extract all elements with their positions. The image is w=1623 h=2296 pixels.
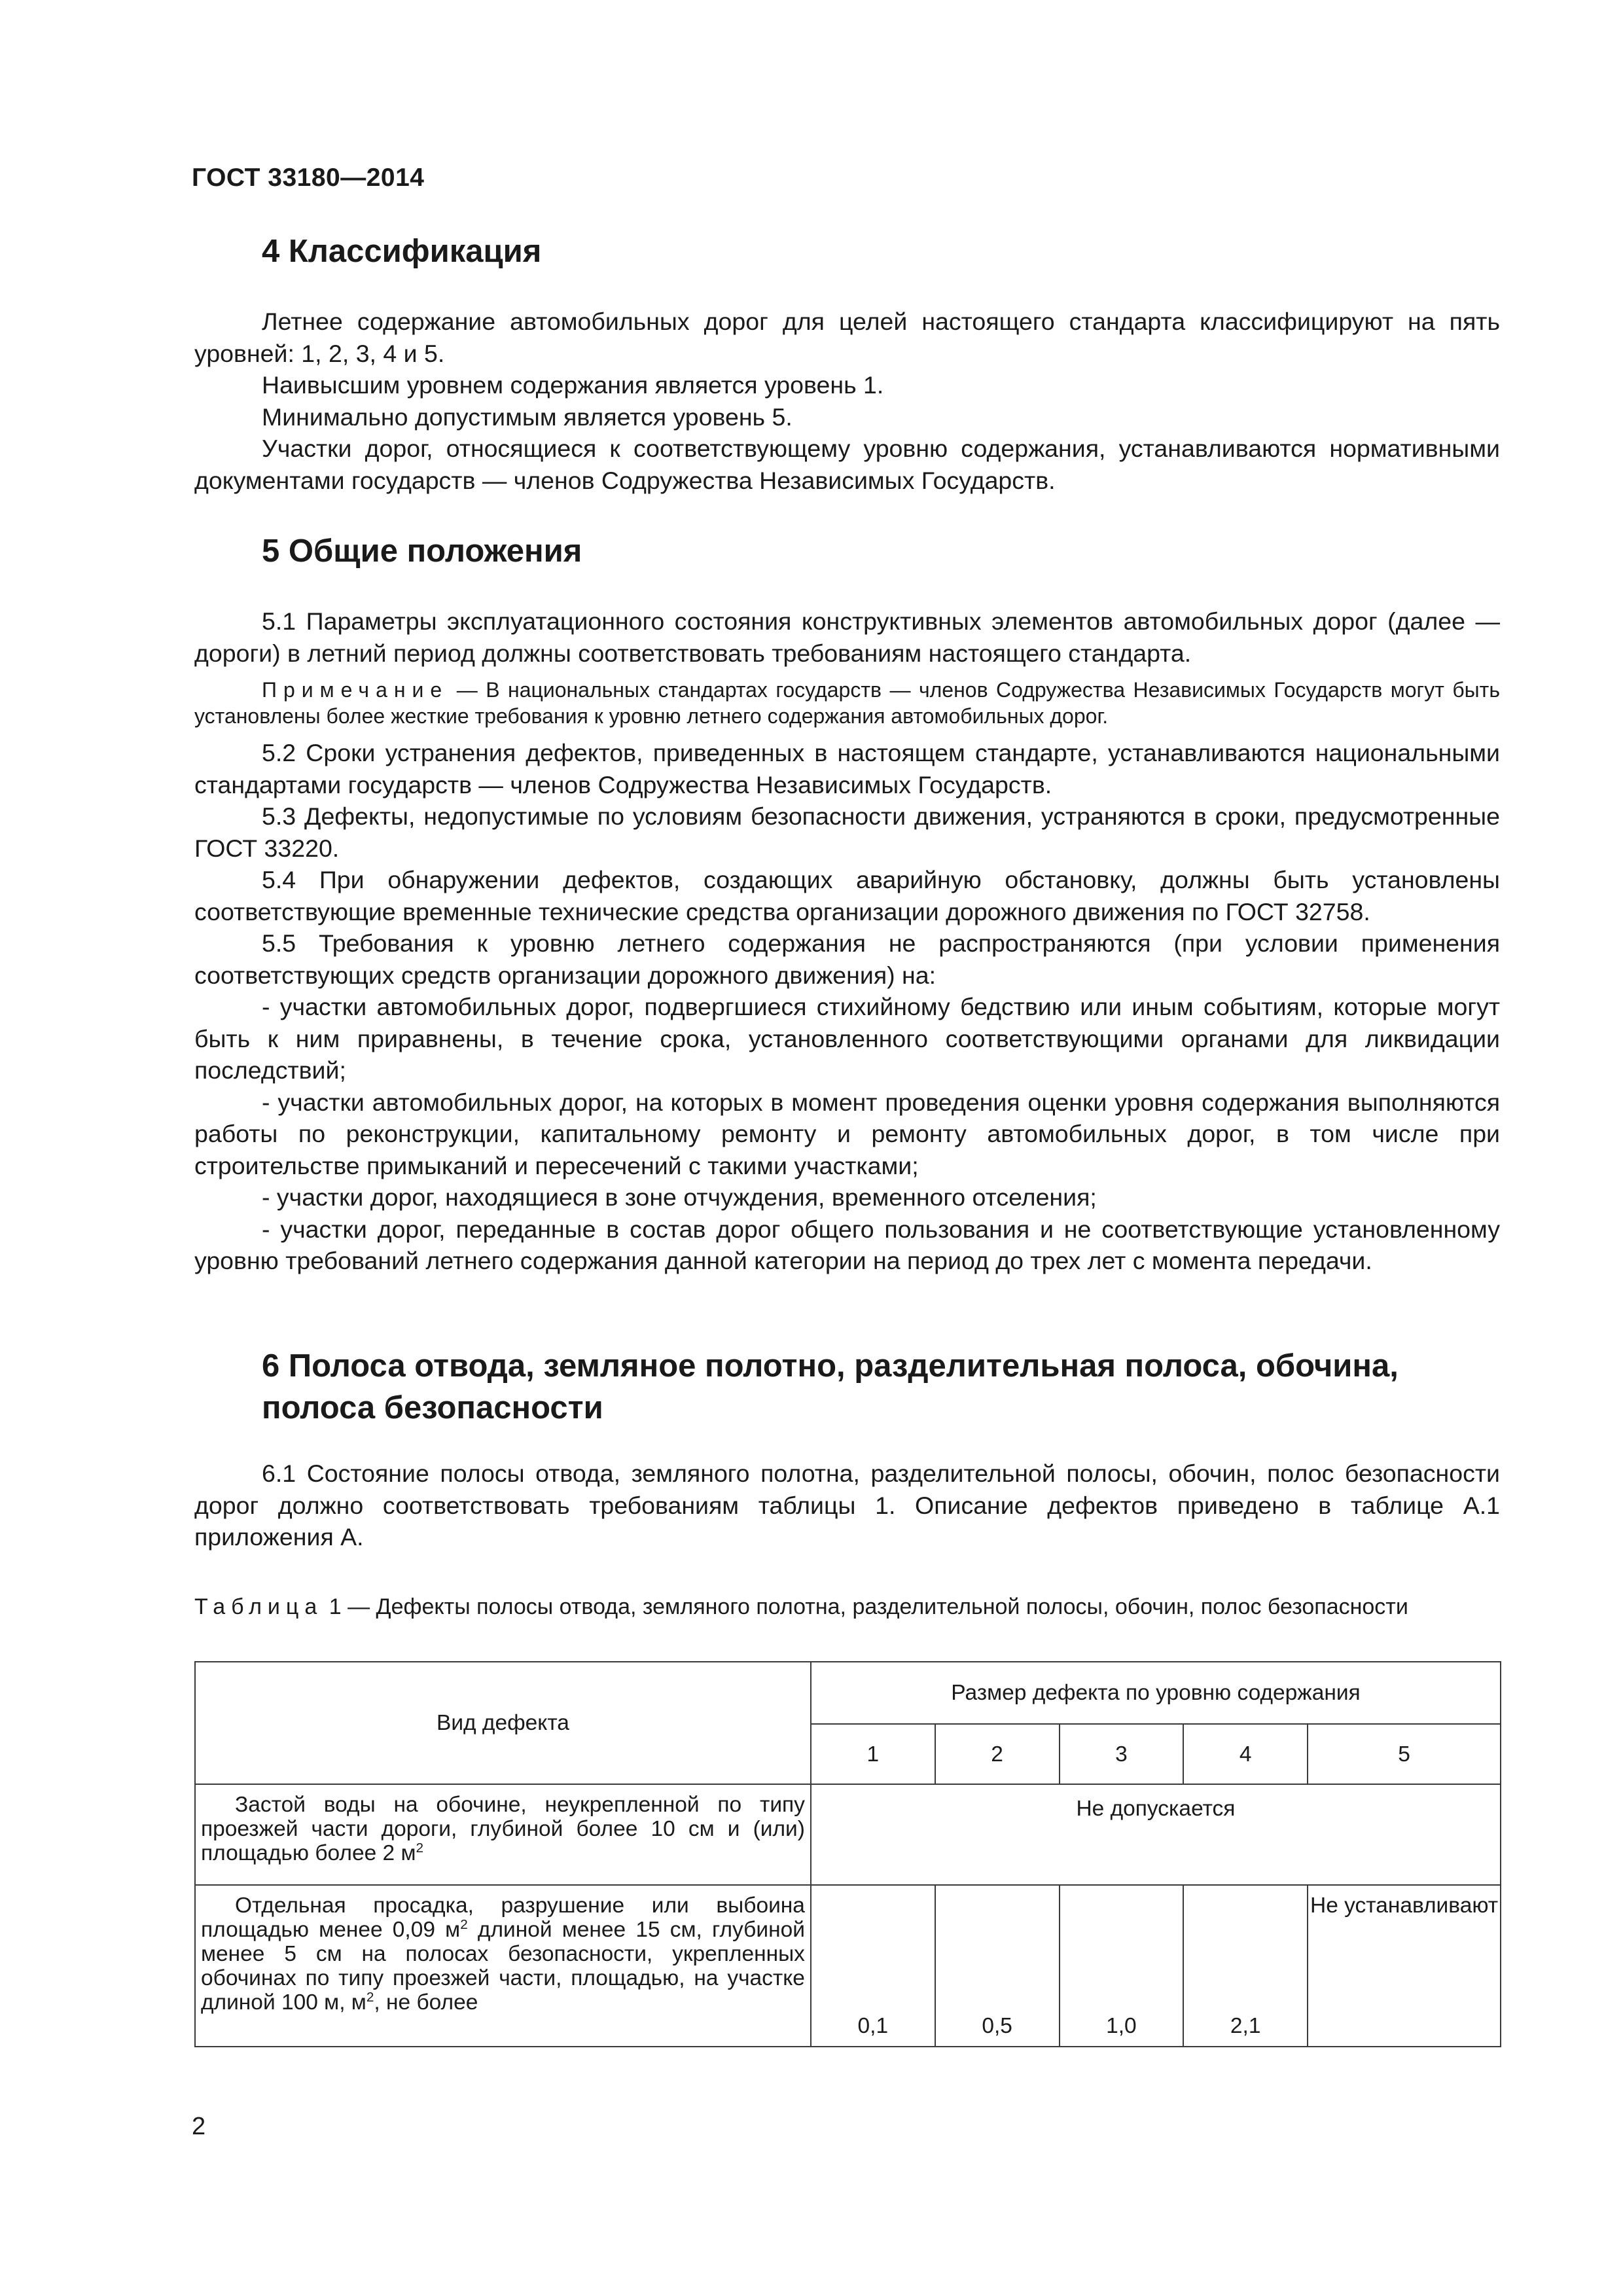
- table-row: [195, 1885, 1501, 2047]
- list-item: - участки дорог, переданные в состав дорог общего пользования и не соответствующие установленному уровню требований летнего содержания данной категории на период до трех лет с момента передачи.: [194, 1215, 1500, 1274]
- superscript: 2: [366, 1989, 374, 2005]
- clause-6-1: 6.1 Состояние полосы отвода, земляного полотна, разделительной полосы, обочин, полос безопасности дорог должно соответствовать требованиям таблицы 1. Описание дефектов приведено в таблице А.1 приложения А.: [194, 1460, 1500, 1551]
- defect-value-merged: Не допускается: [811, 1784, 1501, 1885]
- defect-value: 0,5: [935, 1885, 1060, 2047]
- list-item: - участки дорог, находящиеся в зоне отчуждения, временного отселения;: [262, 1183, 1097, 1211]
- defect-description-text: Отдельная просадка, разрушение или выбоина площадью менее 0,09 м: [201, 1893, 805, 1942]
- clause-5-2: 5.2 Сроки устранения дефектов, приведенных в настоящем стандарте, устанавливаются национальными стандартами государств — членов Содружества Независимых Государств.: [194, 739, 1500, 798]
- section-4-paragraph-3: Минимально допустимым является уровень 5.: [262, 403, 793, 431]
- column-header-level: 5: [1308, 1724, 1501, 1784]
- column-header-level: 2: [935, 1724, 1060, 1784]
- clause-5-3: 5.3 Дефекты, недопустимые по условиям безопасности движения, устраняются в сроки, предусмотренные ГОСТ 33220.: [194, 802, 1500, 862]
- column-header-level: 4: [1183, 1724, 1308, 1784]
- list-item: - участки автомобильных дорог, на которых в момент проведения оценки уровня содержания выполняются работы по реконструкции, капитальному ремонту и ремонту автомобильных дорог, в том числе при строительстве примыканий и пересечений с такими участками;: [194, 1088, 1500, 1179]
- defect-description-text: длиной менее 15 см, глубиной менее 5 см на полосах безопасности, укрепленных обочинах по типу проезжей части, площадью, на участке длиной 100 м, м: [201, 1918, 805, 2015]
- section-4-body: [194, 306, 1500, 496]
- defect-value: 0,1: [811, 1885, 935, 2047]
- note-text: — В национальных стандартах государств — членов Содружества Независимых Государств могут быть установлены более жесткие требования к уровню летнего содержания автомобильных дорог.: [194, 678, 1500, 728]
- table-caption: [194, 1594, 1500, 1620]
- section-6-title: [262, 1345, 1399, 1429]
- column-header-levels: Размер дефекта по уровню содержания: [811, 1662, 1501, 1724]
- section-4-paragraph-2: Наивысшим уровнем содержания является уровень 1.: [262, 371, 884, 399]
- defect-description-text: Застой воды на обочине, неукрепленной по типу проезжей части дороги, глубиной более 10 см и (или) площадью более 2 м: [201, 1793, 805, 1865]
- note-label: Примечание: [262, 678, 449, 702]
- table-caption-label: Таблица: [194, 1594, 323, 1619]
- superscript: 2: [416, 1840, 424, 1856]
- table-header-row: [195, 1662, 1501, 1724]
- column-header-level: 3: [1060, 1724, 1184, 1784]
- column-header-level: 1: [811, 1724, 935, 1784]
- section-6-body: [194, 1458, 1500, 1553]
- defect-value: 1,0: [1060, 1885, 1184, 2047]
- table-row: [195, 1784, 1501, 1885]
- clause-5-4: 5.4 При обнаружении дефектов, создающих аварийную обстановку, должны быть установлены соответствующие временные технические средства организации дорожного движения по ГОСТ 32758.: [194, 866, 1500, 925]
- list-item: - участки автомобильных дорог, подвергшиеся стихийному бедствию или иным событиям, которые могут быть к ним приравнены, в течение срока, установленного соответствующими органами для ликвидации последствий;: [194, 993, 1500, 1084]
- section-4-title: 4 Классификация: [262, 234, 542, 269]
- page-number: 2: [192, 2113, 206, 2140]
- standard-code: ГОСТ 33180—2014: [192, 164, 425, 192]
- defect-description: [195, 1784, 811, 1885]
- section-5-title: 5 Общие положения: [262, 533, 582, 569]
- section-4-paragraph-1: Летнее содержание автомобильных дорог для целей настоящего стандарта классифицируют на пять уровней: 1, 2, 3, 4 и 5.: [194, 308, 1500, 367]
- table-caption-text: 1 — Дефекты полосы отвода, земляного полотна, разделительной полосы, обочин, полос безопасности: [323, 1594, 1408, 1619]
- section-5-body: [194, 605, 1500, 1277]
- defect-value-level-5: Не устанавливают: [1308, 1885, 1501, 2047]
- clause-5-1: 5.1 Параметры эксплуатационного состояния конструктивных элементов автомобильных дорог (далее — дороги) в летний период должны соответствовать требованиям настоящего стандарта.: [194, 607, 1500, 667]
- section-6-title-line-1: 6 Полоса отвода, земляное полотно, разделительная полоса, обочина,: [262, 1348, 1399, 1384]
- defect-value: 2,1: [1183, 1885, 1308, 2047]
- defect-description: [195, 1885, 811, 2047]
- defect-description-text: , не более: [374, 1990, 478, 2015]
- note: [194, 677, 1500, 729]
- superscript: 2: [460, 1916, 468, 1932]
- section-4-paragraph-4: Участки дорог, относящиеся к соответствующему уровню содержания, устанавливаются нормативными документами государств — членов Содружества Независимых Государств.: [194, 435, 1500, 494]
- clause-5-5: 5.5 Требования к уровню летнего содержания не распространяются (при условии применения соответствующих средств организации дорожного движения) на:: [194, 929, 1500, 989]
- column-header-defect-kind: Вид дефекта: [195, 1662, 811, 1784]
- defects-table: [194, 1661, 1501, 2047]
- section-6-title-line-2: полоса безопасности: [262, 1390, 603, 1426]
